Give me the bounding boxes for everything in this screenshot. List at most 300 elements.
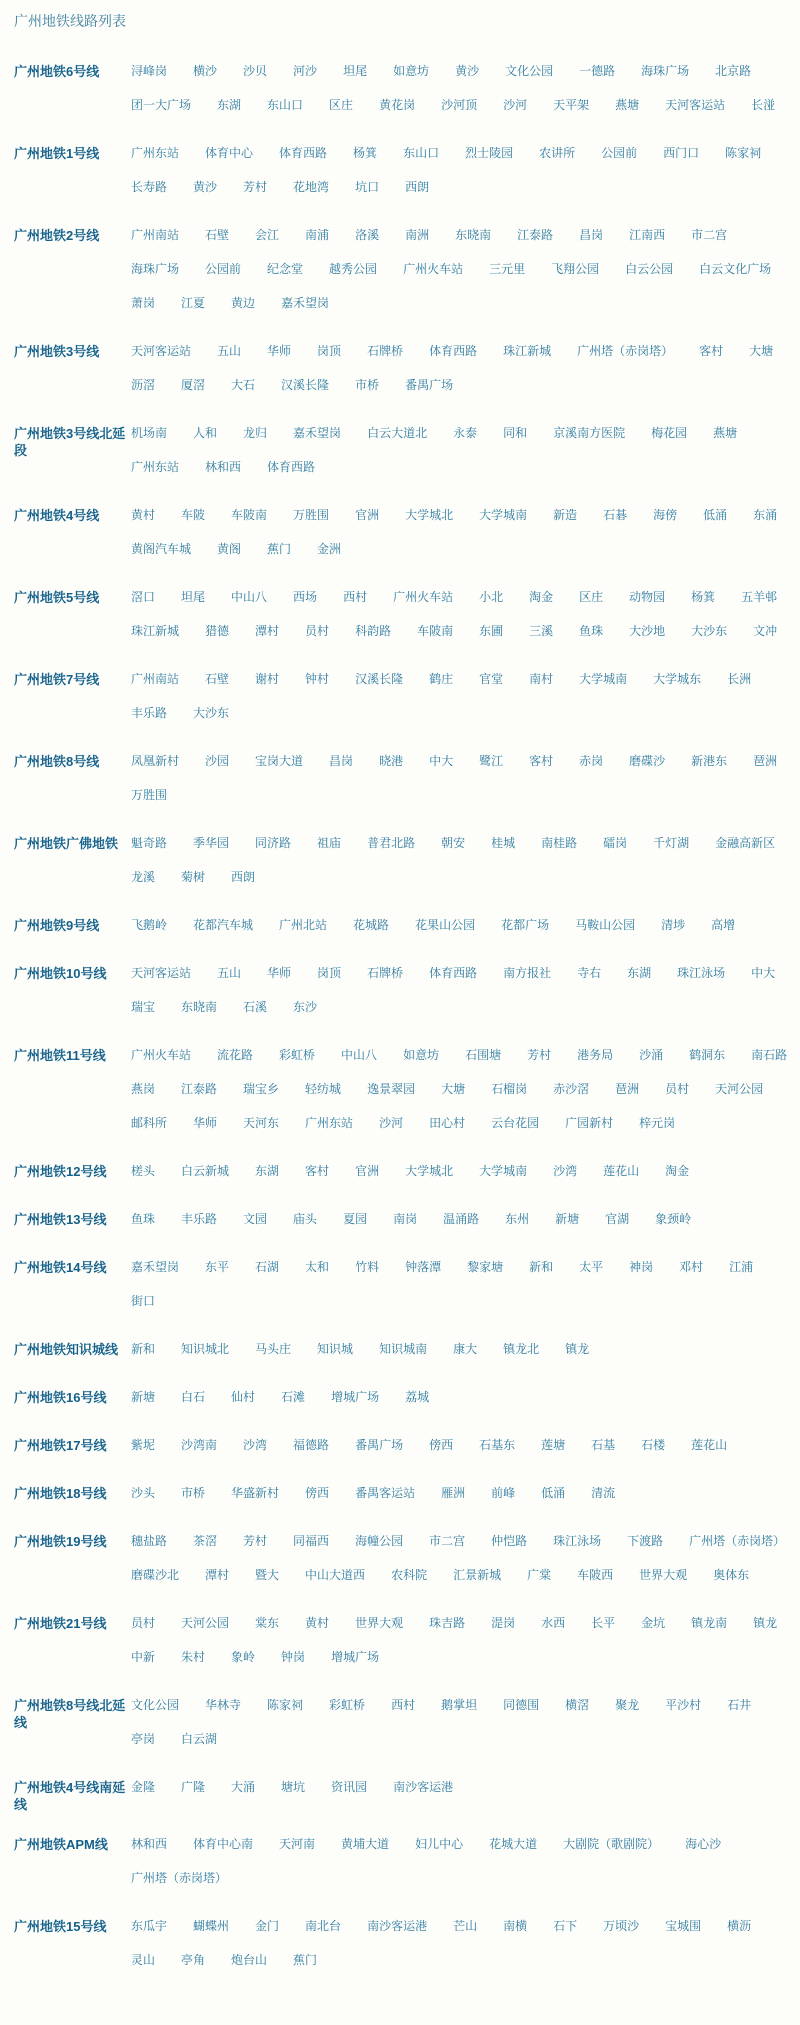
station-link[interactable]: 同济路 bbox=[255, 836, 292, 850]
station-link[interactable]: 员村 bbox=[665, 1082, 690, 1096]
station-link[interactable]: 龙溪 bbox=[131, 870, 156, 884]
station-link[interactable]: 市二宫 bbox=[429, 1534, 466, 1548]
station-link[interactable]: 南横 bbox=[503, 1919, 528, 1933]
station-link[interactable]: 钟村 bbox=[305, 672, 330, 686]
station-link[interactable]: 黄埔大道 bbox=[341, 1837, 390, 1851]
station-link[interactable]: 东湖 bbox=[255, 1164, 280, 1178]
station-link[interactable]: 同福西 bbox=[293, 1534, 330, 1548]
line-name-link[interactable]: 广州地铁21号线 bbox=[14, 1616, 107, 1631]
station-link[interactable]: 燕塘 bbox=[713, 426, 738, 440]
station-link[interactable]: 前峰 bbox=[491, 1486, 516, 1500]
station-link[interactable]: 白云大道北 bbox=[367, 426, 428, 440]
line-name-link[interactable]: 广州地铁广佛地铁 bbox=[14, 836, 119, 851]
station-link[interactable]: 体育西路 bbox=[267, 460, 316, 474]
station-link[interactable]: 中山八 bbox=[341, 1048, 378, 1062]
station-link[interactable]: 鹤洞东 bbox=[689, 1048, 726, 1062]
station-link[interactable]: 赤岗 bbox=[579, 754, 604, 768]
station-link[interactable]: 大学城南 bbox=[579, 672, 628, 686]
station-link[interactable]: 沙湾 bbox=[243, 1438, 268, 1452]
station-link[interactable]: 新和 bbox=[131, 1342, 156, 1356]
station-link[interactable]: 棠东 bbox=[255, 1616, 280, 1630]
station-link[interactable]: 暨大 bbox=[255, 1568, 280, 1582]
station-link[interactable]: 南沙客运港 bbox=[393, 1780, 454, 1794]
station-link[interactable]: 知识城北 bbox=[181, 1342, 230, 1356]
station-link[interactable]: 沙湾南 bbox=[181, 1438, 218, 1452]
station-link[interactable]: 石围塘 bbox=[465, 1048, 502, 1062]
station-link[interactable]: 广州东站 bbox=[131, 460, 180, 474]
station-link[interactable]: 广州南站 bbox=[131, 228, 180, 242]
station-link[interactable]: 广棠 bbox=[527, 1568, 552, 1582]
line-name-link[interactable]: 广州地铁知识城线 bbox=[14, 1342, 119, 1357]
station-link[interactable]: 番禺客运站 bbox=[355, 1486, 416, 1500]
station-link[interactable]: 广州南站 bbox=[131, 672, 180, 686]
station-link[interactable]: 瑞宝 bbox=[131, 1000, 156, 1014]
station-link[interactable]: 蝴蝶州 bbox=[193, 1919, 230, 1933]
station-link[interactable]: 梓元岗 bbox=[639, 1116, 676, 1130]
station-link[interactable]: 石基东 bbox=[479, 1438, 516, 1452]
station-link[interactable]: 猎德 bbox=[205, 624, 230, 638]
station-link[interactable]: 中新 bbox=[131, 1650, 156, 1664]
station-link[interactable]: 石榴岗 bbox=[491, 1082, 528, 1096]
station-link[interactable]: 彩虹桥 bbox=[279, 1048, 316, 1062]
station-link[interactable]: 黄村 bbox=[305, 1616, 330, 1630]
station-link[interactable]: 区庄 bbox=[329, 98, 354, 112]
station-link[interactable]: 车陂西 bbox=[577, 1568, 614, 1582]
line-name-link[interactable]: 广州地铁17号线 bbox=[14, 1438, 107, 1453]
station-link[interactable]: 岗顶 bbox=[317, 966, 342, 980]
station-link[interactable]: 亭岗 bbox=[131, 1732, 156, 1746]
station-link[interactable]: 机场南 bbox=[131, 426, 168, 440]
station-link[interactable]: 海心沙 bbox=[685, 1837, 722, 1851]
station-link[interactable]: 槎头 bbox=[131, 1164, 156, 1178]
station-link[interactable]: 飞鹅岭 bbox=[131, 918, 168, 932]
line-name-link[interactable]: 广州地铁8号线 bbox=[14, 754, 100, 769]
station-link[interactable]: 镇龙 bbox=[753, 1616, 778, 1630]
station-link[interactable]: 海珠广场 bbox=[131, 262, 180, 276]
station-link[interactable]: 昌岗 bbox=[329, 754, 354, 768]
station-link[interactable]: 天河公园 bbox=[181, 1616, 230, 1630]
station-link[interactable]: 莲塘 bbox=[541, 1438, 566, 1452]
station-link[interactable]: 浔峰岗 bbox=[131, 64, 168, 78]
station-link[interactable]: 沙湾 bbox=[553, 1164, 578, 1178]
station-link[interactable]: 石滩 bbox=[281, 1390, 306, 1404]
station-link[interactable]: 体育中心南 bbox=[193, 1837, 254, 1851]
station-link[interactable]: 石壁 bbox=[205, 672, 230, 686]
station-link[interactable]: 官洲 bbox=[355, 508, 380, 522]
station-link[interactable]: 金融高新区 bbox=[715, 836, 776, 850]
station-link[interactable]: 东瓜宇 bbox=[131, 1919, 168, 1933]
station-link[interactable]: 钟岗 bbox=[281, 1650, 306, 1664]
station-link[interactable]: 沙涌 bbox=[639, 1048, 664, 1062]
station-link[interactable]: 黄花岗 bbox=[379, 98, 416, 112]
station-link[interactable]: 天河南 bbox=[279, 1837, 316, 1851]
station-link[interactable]: 穗盐路 bbox=[131, 1534, 168, 1548]
station-link[interactable]: 沙园 bbox=[205, 754, 230, 768]
station-link[interactable]: 大沙东 bbox=[691, 624, 728, 638]
line-name-link[interactable]: 广州地铁4号线南延线 bbox=[14, 1780, 126, 1812]
station-link[interactable]: 天河客运站 bbox=[131, 966, 192, 980]
station-link[interactable]: 天河客运站 bbox=[665, 98, 726, 112]
station-link[interactable]: 农讲所 bbox=[539, 146, 576, 160]
station-link[interactable]: 客村 bbox=[699, 344, 724, 358]
station-link[interactable]: 长平 bbox=[591, 1616, 616, 1630]
station-link[interactable]: 炮台山 bbox=[231, 1953, 268, 1967]
station-link[interactable]: 市二宫 bbox=[691, 228, 728, 242]
station-link[interactable]: 新港东 bbox=[691, 754, 728, 768]
station-link[interactable]: 芳村 bbox=[243, 180, 268, 194]
station-link[interactable]: 沙河顶 bbox=[441, 98, 478, 112]
station-link[interactable]: 朱村 bbox=[181, 1650, 206, 1664]
station-link[interactable]: 聚龙 bbox=[615, 1698, 640, 1712]
station-link[interactable]: 磨碟沙 bbox=[629, 754, 666, 768]
station-link[interactable]: 南岗 bbox=[393, 1212, 418, 1226]
station-link[interactable]: 天平架 bbox=[553, 98, 590, 112]
station-link[interactable]: 琶洲 bbox=[753, 754, 778, 768]
line-name-link[interactable]: 广州地铁10号线 bbox=[14, 966, 107, 981]
station-link[interactable]: 体育西路 bbox=[279, 146, 328, 160]
station-link[interactable]: 公园前 bbox=[205, 262, 242, 276]
station-link[interactable]: 南北台 bbox=[305, 1919, 342, 1933]
station-link[interactable]: 魁奇路 bbox=[131, 836, 168, 850]
station-link[interactable]: 石碁 bbox=[603, 508, 628, 522]
station-link[interactable]: 南桂路 bbox=[541, 836, 578, 850]
station-link[interactable]: 团一大广场 bbox=[131, 98, 192, 112]
station-link[interactable]: 邮科所 bbox=[131, 1116, 168, 1130]
station-link[interactable]: 荔城 bbox=[405, 1390, 430, 1404]
station-link[interactable]: 东平 bbox=[205, 1260, 230, 1274]
station-link[interactable]: 南村 bbox=[529, 672, 554, 686]
station-link[interactable]: 黎家塘 bbox=[467, 1260, 504, 1274]
station-link[interactable]: 世界大观 bbox=[639, 1568, 688, 1582]
station-link[interactable]: 新塘 bbox=[131, 1390, 156, 1404]
station-link[interactable]: 镇龙北 bbox=[503, 1342, 540, 1356]
station-link[interactable]: 一德路 bbox=[579, 64, 616, 78]
station-link[interactable]: 大沙东 bbox=[193, 706, 230, 720]
station-link[interactable]: 南浦 bbox=[305, 228, 330, 242]
station-link[interactable]: 新塘 bbox=[555, 1212, 580, 1226]
station-link[interactable]: 港务局 bbox=[577, 1048, 614, 1062]
station-link[interactable]: 同和 bbox=[503, 426, 528, 440]
station-link[interactable]: 金隆 bbox=[131, 1780, 156, 1794]
station-link[interactable]: 中山大道西 bbox=[305, 1568, 366, 1582]
station-link[interactable]: 福德路 bbox=[293, 1438, 330, 1452]
station-link[interactable]: 石壁 bbox=[205, 228, 230, 242]
station-link[interactable]: 车陂南 bbox=[231, 508, 268, 522]
line-name-link[interactable]: 广州地铁4号线 bbox=[14, 508, 100, 523]
station-link[interactable]: 广州火车站 bbox=[131, 1048, 192, 1062]
station-link[interactable]: 厦滘 bbox=[181, 378, 206, 392]
station-link[interactable]: 员村 bbox=[131, 1616, 156, 1630]
station-link[interactable]: 赤沙滘 bbox=[553, 1082, 590, 1096]
station-link[interactable]: 江南西 bbox=[629, 228, 666, 242]
line-name-link[interactable]: 广州地铁7号线 bbox=[14, 672, 100, 687]
station-link[interactable]: 文园 bbox=[243, 1212, 268, 1226]
station-link[interactable]: 东山口 bbox=[403, 146, 440, 160]
station-link[interactable]: 瑞宝乡 bbox=[243, 1082, 280, 1096]
station-link[interactable]: 车陂 bbox=[181, 508, 206, 522]
station-link[interactable]: 广州火车站 bbox=[393, 590, 454, 604]
station-link[interactable]: 水西 bbox=[541, 1616, 566, 1630]
station-link[interactable]: 彩虹桥 bbox=[329, 1698, 366, 1712]
station-link[interactable]: 朝安 bbox=[441, 836, 466, 850]
station-link[interactable]: 石湖 bbox=[255, 1260, 280, 1274]
station-link[interactable]: 河沙 bbox=[293, 64, 318, 78]
station-link[interactable]: 东圃 bbox=[479, 624, 504, 638]
station-link[interactable]: 金洲 bbox=[317, 542, 342, 556]
station-link[interactable]: 嘉禾望岗 bbox=[281, 296, 330, 310]
station-link[interactable]: 石下 bbox=[553, 1919, 578, 1933]
station-link[interactable]: 大学城北 bbox=[405, 1164, 454, 1178]
station-link[interactable]: 太平 bbox=[579, 1260, 604, 1274]
station-link[interactable]: 西村 bbox=[343, 590, 368, 604]
station-link[interactable]: 员村 bbox=[305, 624, 330, 638]
station-link[interactable]: 杨箕 bbox=[691, 590, 716, 604]
station-link[interactable]: 凤凰新村 bbox=[131, 754, 180, 768]
station-link[interactable]: 西门口 bbox=[663, 146, 700, 160]
station-link[interactable]: 五山 bbox=[217, 344, 242, 358]
station-link[interactable]: 平沙村 bbox=[665, 1698, 702, 1712]
station-link[interactable]: 纪念堂 bbox=[267, 262, 304, 276]
station-link[interactable]: 马鞍山公园 bbox=[575, 918, 636, 932]
station-link[interactable]: 谢村 bbox=[255, 672, 280, 686]
station-link[interactable]: 杨箕 bbox=[353, 146, 378, 160]
station-link[interactable]: 广园新村 bbox=[565, 1116, 614, 1130]
station-link[interactable]: 番禺广场 bbox=[405, 378, 454, 392]
station-link[interactable]: 淘金 bbox=[529, 590, 554, 604]
station-link[interactable]: 宝岗大道 bbox=[255, 754, 304, 768]
station-link[interactable]: 茶滘 bbox=[193, 1534, 218, 1548]
station-link[interactable]: 人和 bbox=[193, 426, 218, 440]
station-link[interactable]: 北京路 bbox=[715, 64, 752, 78]
station-link[interactable]: 南沙客运港 bbox=[367, 1919, 428, 1933]
station-link[interactable]: 文化公园 bbox=[131, 1698, 180, 1712]
station-link[interactable]: 大石 bbox=[231, 378, 256, 392]
station-link[interactable]: 花城大道 bbox=[489, 1837, 538, 1851]
station-link[interactable]: 灵山 bbox=[131, 1953, 156, 1967]
station-link[interactable]: 鱼珠 bbox=[131, 1212, 156, 1226]
station-link[interactable]: 横沥 bbox=[727, 1919, 752, 1933]
station-link[interactable]: 田心村 bbox=[429, 1116, 466, 1130]
station-link[interactable]: 南方报社 bbox=[503, 966, 552, 980]
station-link[interactable]: 陈家祠 bbox=[725, 146, 762, 160]
station-link[interactable]: 沙头 bbox=[131, 1486, 156, 1500]
station-link[interactable]: 康大 bbox=[453, 1342, 478, 1356]
station-link[interactable]: 白云公园 bbox=[625, 262, 674, 276]
line-name-link[interactable]: 广州地铁11号线 bbox=[14, 1048, 106, 1063]
station-link[interactable]: 知识城 bbox=[317, 1342, 354, 1356]
station-link[interactable]: 黄边 bbox=[231, 296, 256, 310]
station-link[interactable]: 广州火车站 bbox=[403, 262, 464, 276]
line-name-link[interactable]: 广州地铁1号线 bbox=[14, 146, 100, 161]
station-link[interactable]: 天河公园 bbox=[715, 1082, 764, 1096]
line-name-link[interactable]: 广州地铁APM线 bbox=[14, 1837, 108, 1852]
station-link[interactable]: 石基 bbox=[591, 1438, 616, 1452]
station-link[interactable]: 塘坑 bbox=[281, 1780, 306, 1794]
station-link[interactable]: 沙河 bbox=[503, 98, 528, 112]
station-link[interactable]: 镇龙南 bbox=[691, 1616, 728, 1630]
station-link[interactable]: 竹料 bbox=[355, 1260, 380, 1274]
station-link[interactable]: 琶洲 bbox=[615, 1082, 640, 1096]
line-name-link[interactable]: 广州地铁13号线 bbox=[14, 1212, 107, 1227]
station-link[interactable]: 昌岗 bbox=[579, 228, 604, 242]
station-link[interactable]: 夏园 bbox=[343, 1212, 368, 1226]
station-link[interactable]: 蕉门 bbox=[267, 542, 292, 556]
station-link[interactable]: 小北 bbox=[479, 590, 504, 604]
station-link[interactable]: 燕塘 bbox=[615, 98, 640, 112]
station-link[interactable]: 大剧院（歌剧院） bbox=[563, 1837, 660, 1851]
station-link[interactable]: 汉溪长隆 bbox=[355, 672, 404, 686]
station-link[interactable]: 江泰路 bbox=[181, 1082, 218, 1096]
station-link[interactable]: 京溪南方医院 bbox=[553, 426, 626, 440]
station-link[interactable]: 华林寺 bbox=[205, 1698, 242, 1712]
station-link[interactable]: 知识城南 bbox=[379, 1342, 428, 1356]
station-link[interactable]: 增城广场 bbox=[331, 1650, 380, 1664]
station-link[interactable]: 大学城东 bbox=[653, 672, 702, 686]
station-link[interactable]: 石井 bbox=[727, 1698, 752, 1712]
line-name-link[interactable]: 广州地铁14号线 bbox=[14, 1260, 107, 1275]
station-link[interactable]: 傍西 bbox=[429, 1438, 454, 1452]
station-link[interactable]: 沙贝 bbox=[243, 64, 268, 78]
station-link[interactable]: 仲恺路 bbox=[491, 1534, 528, 1548]
station-link[interactable]: 中大 bbox=[751, 966, 776, 980]
station-link[interactable]: 清流 bbox=[591, 1486, 616, 1500]
station-link[interactable]: 横沙 bbox=[193, 64, 218, 78]
station-link[interactable]: 西朗 bbox=[231, 870, 256, 884]
station-link[interactable]: 石溪 bbox=[243, 1000, 268, 1014]
station-link[interactable]: 长寿路 bbox=[131, 180, 168, 194]
station-link[interactable]: 燕岗 bbox=[131, 1082, 156, 1096]
station-link[interactable]: 高增 bbox=[711, 918, 736, 932]
station-link[interactable]: 如意坊 bbox=[403, 1048, 440, 1062]
station-link[interactable]: 磨碟沙北 bbox=[131, 1568, 180, 1582]
station-link[interactable]: 淘金 bbox=[665, 1164, 690, 1178]
line-name-link[interactable]: 广州地铁16号线 bbox=[14, 1390, 107, 1405]
station-link[interactable]: 鹤庄 bbox=[429, 672, 454, 686]
station-link[interactable]: 长洲 bbox=[727, 672, 752, 686]
station-link[interactable]: 大学城南 bbox=[479, 1164, 528, 1178]
station-link[interactable]: 大学城北 bbox=[405, 508, 454, 522]
station-link[interactable]: 低涌 bbox=[703, 508, 728, 522]
line-name-link[interactable]: 广州地铁3号线北延段 bbox=[14, 426, 126, 458]
station-link[interactable]: 东晓南 bbox=[181, 1000, 218, 1014]
station-link[interactable]: 越秀公园 bbox=[329, 262, 378, 276]
station-link[interactable]: 蕉门 bbox=[293, 1953, 318, 1967]
line-name-link[interactable]: 广州地铁18号线 bbox=[14, 1486, 107, 1501]
station-link[interactable]: 珠吉路 bbox=[429, 1616, 466, 1630]
station-link[interactable]: 湜岗 bbox=[491, 1616, 516, 1630]
station-link[interactable]: 梅花园 bbox=[651, 426, 688, 440]
station-link[interactable]: 黄阁 bbox=[217, 542, 242, 556]
station-link[interactable]: 丰乐路 bbox=[131, 706, 168, 720]
station-link[interactable]: 普君北路 bbox=[367, 836, 416, 850]
station-link[interactable]: 太和 bbox=[305, 1260, 330, 1274]
station-link[interactable]: 东湖 bbox=[627, 966, 652, 980]
station-link[interactable]: 花地湾 bbox=[293, 180, 330, 194]
station-link[interactable]: 石楼 bbox=[641, 1438, 666, 1452]
station-link[interactable]: 石牌桥 bbox=[367, 966, 404, 980]
station-link[interactable]: 季华园 bbox=[193, 836, 230, 850]
station-link[interactable]: 永泰 bbox=[453, 426, 478, 440]
station-link[interactable]: 华师 bbox=[267, 966, 292, 980]
station-link[interactable]: 中大 bbox=[429, 754, 454, 768]
station-link[interactable]: 晓港 bbox=[379, 754, 404, 768]
station-link[interactable]: 亭角 bbox=[181, 1953, 206, 1967]
station-link[interactable]: 下渡路 bbox=[627, 1534, 664, 1548]
line-name-link[interactable]: 广州地铁12号线 bbox=[14, 1164, 107, 1179]
station-link[interactable]: 白云文化广场 bbox=[699, 262, 772, 276]
station-link[interactable]: 沥滘 bbox=[131, 378, 156, 392]
station-link[interactable]: 西村 bbox=[391, 1698, 416, 1712]
station-link[interactable]: 会江 bbox=[255, 228, 280, 242]
station-link[interactable]: 华师 bbox=[267, 344, 292, 358]
station-link[interactable]: 石牌桥 bbox=[367, 344, 404, 358]
station-link[interactable]: 黄沙 bbox=[193, 180, 218, 194]
station-link[interactable]: 鹅掌坦 bbox=[441, 1698, 478, 1712]
station-link[interactable]: 同德围 bbox=[503, 1698, 540, 1712]
station-link[interactable]: 番禺广场 bbox=[355, 1438, 404, 1452]
station-link[interactable]: 寺右 bbox=[577, 966, 602, 980]
station-link[interactable]: 花都广场 bbox=[501, 918, 550, 932]
station-link[interactable]: 流花路 bbox=[217, 1048, 254, 1062]
station-link[interactable]: 芒山 bbox=[453, 1919, 478, 1933]
station-link[interactable]: 神岗 bbox=[629, 1260, 654, 1274]
station-link[interactable]: 东沙 bbox=[293, 1000, 318, 1014]
station-link[interactable]: 农科院 bbox=[391, 1568, 428, 1582]
station-link[interactable]: 滘口 bbox=[131, 590, 156, 604]
station-link[interactable]: 东山口 bbox=[267, 98, 304, 112]
station-link[interactable]: 广州东站 bbox=[305, 1116, 354, 1130]
station-link[interactable]: 林和西 bbox=[131, 1837, 168, 1851]
station-link[interactable]: 钟落潭 bbox=[405, 1260, 442, 1274]
station-link[interactable]: 车陂南 bbox=[417, 624, 454, 638]
station-link[interactable]: 象岭 bbox=[231, 1650, 256, 1664]
station-link[interactable]: 轻纺城 bbox=[305, 1082, 342, 1096]
station-link[interactable]: 镇龙 bbox=[565, 1342, 590, 1356]
station-link[interactable]: 珠江新城 bbox=[131, 624, 180, 638]
station-link[interactable]: 江泰路 bbox=[517, 228, 554, 242]
station-link[interactable]: 世界大观 bbox=[355, 1616, 404, 1630]
station-link[interactable]: 仙村 bbox=[231, 1390, 256, 1404]
station-link[interactable]: 庙头 bbox=[293, 1212, 318, 1226]
station-link[interactable]: 紫坭 bbox=[131, 1438, 156, 1452]
station-link[interactable]: 陈家祠 bbox=[267, 1698, 304, 1712]
station-link[interactable]: 汉溪长隆 bbox=[281, 378, 330, 392]
line-name-link[interactable]: 广州地铁9号线 bbox=[14, 918, 100, 933]
station-link[interactable]: 体育西路 bbox=[429, 344, 478, 358]
station-link[interactable]: 广州东站 bbox=[131, 146, 180, 160]
station-link[interactable]: 鹭江 bbox=[479, 754, 504, 768]
station-link[interactable]: 三元里 bbox=[489, 262, 526, 276]
station-link[interactable]: 桂城 bbox=[491, 836, 516, 850]
station-link[interactable]: 妇儿中心 bbox=[415, 1837, 464, 1851]
station-link[interactable]: 祖庙 bbox=[317, 836, 342, 850]
station-link[interactable]: 西场 bbox=[293, 590, 318, 604]
station-link[interactable]: 海傍 bbox=[653, 508, 678, 522]
station-link[interactable]: 龙归 bbox=[243, 426, 268, 440]
station-link[interactable]: 东湖 bbox=[217, 98, 242, 112]
station-link[interactable]: 华盛新村 bbox=[231, 1486, 280, 1500]
station-link[interactable]: 清埗 bbox=[661, 918, 686, 932]
station-link[interactable]: 鱼珠 bbox=[579, 624, 604, 638]
station-link[interactable]: 官洲 bbox=[355, 1164, 380, 1178]
station-link[interactable]: 黄沙 bbox=[455, 64, 480, 78]
station-link[interactable]: 岗顶 bbox=[317, 344, 342, 358]
station-link[interactable]: 海珠广场 bbox=[641, 64, 690, 78]
station-link[interactable]: 芳村 bbox=[243, 1534, 268, 1548]
station-link[interactable]: 海幢公园 bbox=[355, 1534, 404, 1548]
station-link[interactable]: 文冲 bbox=[753, 624, 778, 638]
station-link[interactable]: 金坑 bbox=[641, 1616, 666, 1630]
